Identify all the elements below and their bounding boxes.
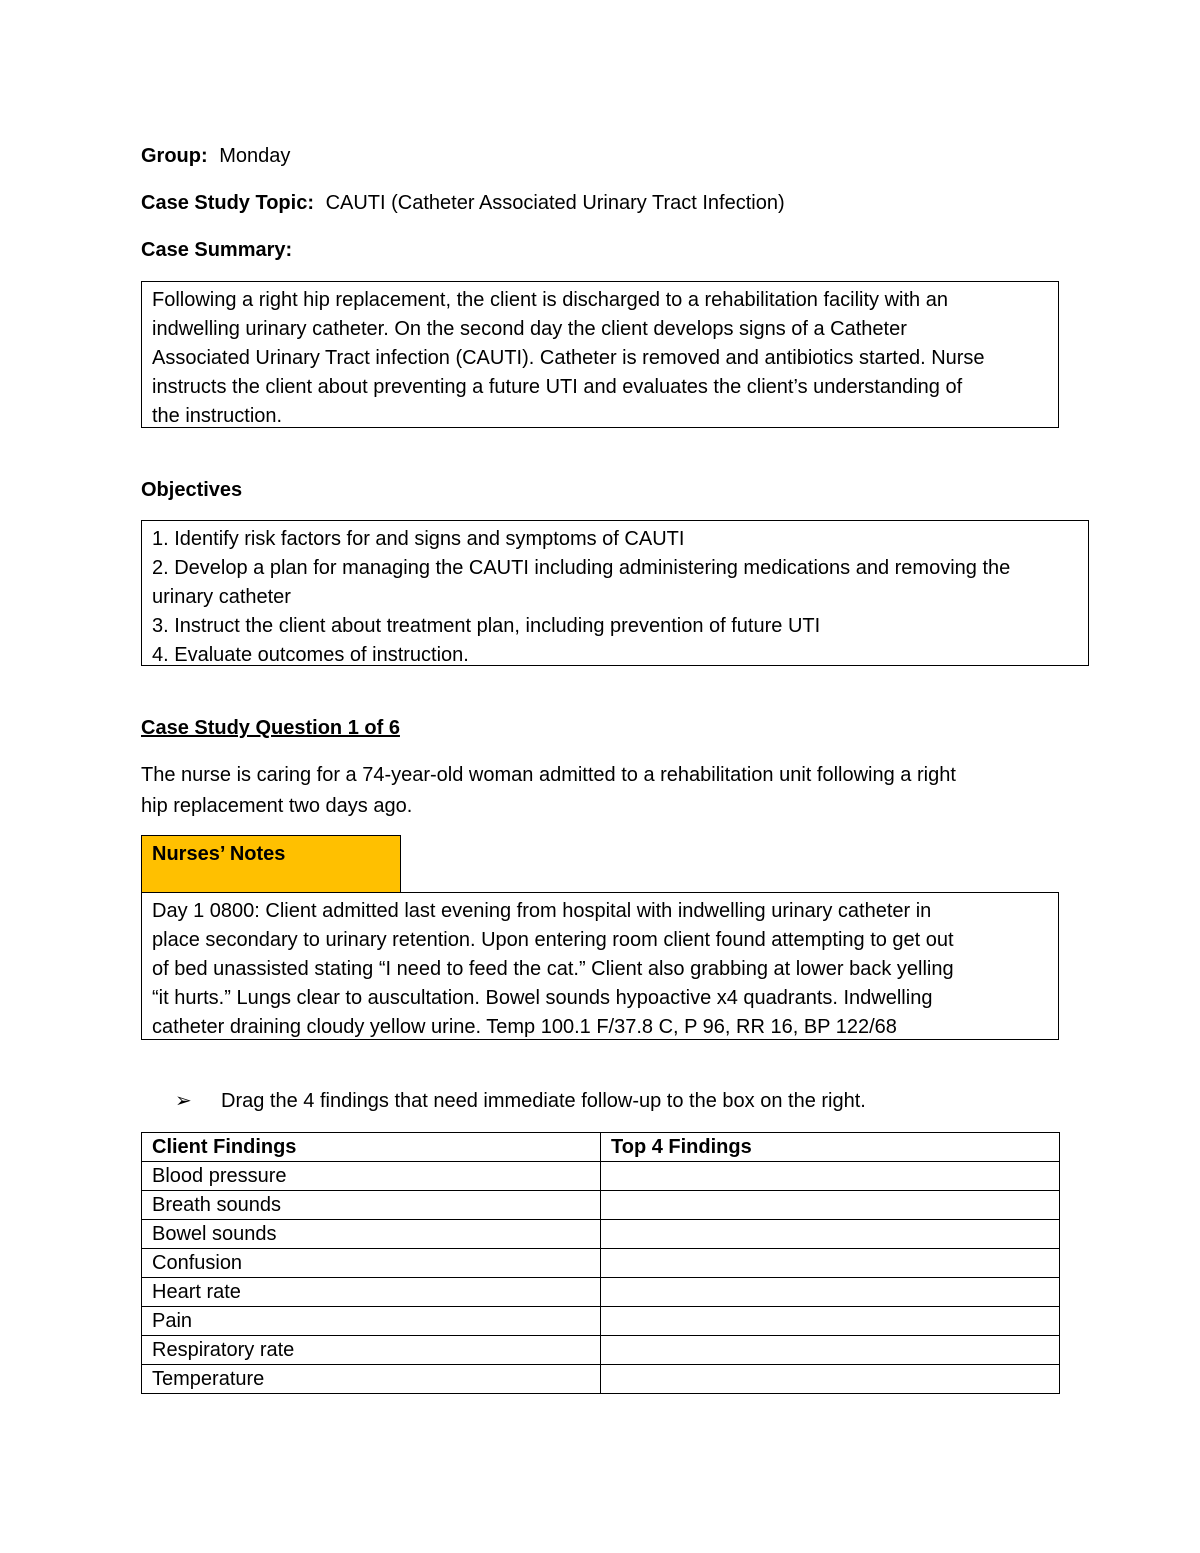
table-header-row [142,1133,1060,1162]
finding-item[interactable]: Blood pressure [142,1162,601,1191]
objective-line: 4. Evaluate outcomes of instruction. [152,644,469,666]
nurses-notes-header: Nurses’ Notes [141,835,401,893]
question-title: Case Study Question 1 of 6 [141,717,400,739]
top-finding-drop-slot[interactable] [601,1249,1060,1278]
question-intro-line: hip replacement two days ago. [141,795,413,817]
notes-line: “it hurts.” Lungs clear to auscultation. Bowel sounds hypoactive x4 quadrants. Indwelling [152,987,933,1009]
notes-line: Day 1 0800: Client admitted last evening from hospital with indwelling urinary catheter in [152,900,932,922]
arrow-bullet-icon: ➢ [175,1090,192,1112]
objective-line: 2. Develop a plan for managing the CAUTI including administering medications and removing the [152,557,1011,579]
top-finding-drop-slot[interactable] [601,1307,1060,1336]
summary-line: Associated Urinary Tract infection (CAUTI). Catheter is removed and antibiotics started. Nurse [152,347,985,369]
topic-label: Case Study Topic: [141,192,314,214]
nurses-notes-box [141,892,1059,1040]
table-row [142,1365,1060,1394]
group-label: Group: [141,145,208,167]
table-row [142,1336,1060,1365]
finding-item[interactable]: Heart rate [142,1278,601,1307]
objective-line: 1. Identify risk factors for and signs and symptoms of CAUTI [152,528,685,550]
table-row [142,1278,1060,1307]
finding-item[interactable]: Pain [142,1307,601,1336]
top-finding-drop-slot[interactable] [601,1162,1060,1191]
objective-line: 3. Instruct the client about treatment plan, including prevention of future UTI [152,615,821,637]
question-intro-line: The nurse is caring for a 74-year-old woman admitted to a rehabilitation unit following a right [141,764,956,786]
summary-line: the instruction. [152,405,283,427]
instruction-line [141,1089,866,1113]
summary-line: instructs the client about preventing a future UTI and evaluates the client’s understanding of [152,376,963,398]
header-client-findings: Client Findings [142,1133,601,1162]
finding-item[interactable]: Breath sounds [142,1191,601,1220]
objectives-box [141,520,1089,666]
finding-item[interactable]: Confusion [142,1249,601,1278]
topic-line [141,191,785,215]
table-row [142,1162,1060,1191]
finding-item[interactable]: Respiratory rate [142,1336,601,1365]
objective-line: urinary catheter [152,586,291,608]
summary-box [141,281,1059,428]
objectives-label: Objectives [141,479,243,501]
header-top-4-findings: Top 4 Findings [601,1133,1060,1162]
table-row [142,1220,1060,1249]
table-row [142,1191,1060,1220]
top-finding-drop-slot[interactable] [601,1278,1060,1307]
group-line [141,144,290,168]
finding-item[interactable]: Bowel sounds [142,1220,601,1249]
summary-line: indwelling urinary catheter. On the second day the client develops signs of a Catheter [152,318,907,340]
summary-label: Case Summary: [141,239,293,261]
table-row [142,1249,1060,1278]
notes-line: catheter draining cloudy yellow urine. Temp 100.1 F/37.8 C, P 96, RR 16, BP 122/68 [152,1016,897,1038]
top-finding-drop-slot[interactable] [601,1336,1060,1365]
top-finding-drop-slot[interactable] [601,1220,1060,1249]
findings-table [141,1132,1060,1394]
top-finding-drop-slot[interactable] [601,1191,1060,1220]
notes-line: place secondary to urinary retention. Upon entering room client found attempting to get out [152,929,954,951]
finding-item[interactable]: Temperature [142,1365,601,1394]
instruction-text: Drag the 4 findings that need immediate follow-up to the box on the right. [221,1090,866,1112]
summary-line: Following a right hip replacement, the client is discharged to a rehabilitation facility with an [152,289,948,311]
group-value: Monday [219,145,291,167]
top-finding-drop-slot[interactable] [601,1365,1060,1394]
table-row [142,1307,1060,1336]
topic-value: CAUTI (Catheter Associated Urinary Tract Infection) [325,192,785,214]
notes-line: of bed unassisted stating “I need to feed the cat.” Client also grabbing at lower back yelling [152,958,954,980]
